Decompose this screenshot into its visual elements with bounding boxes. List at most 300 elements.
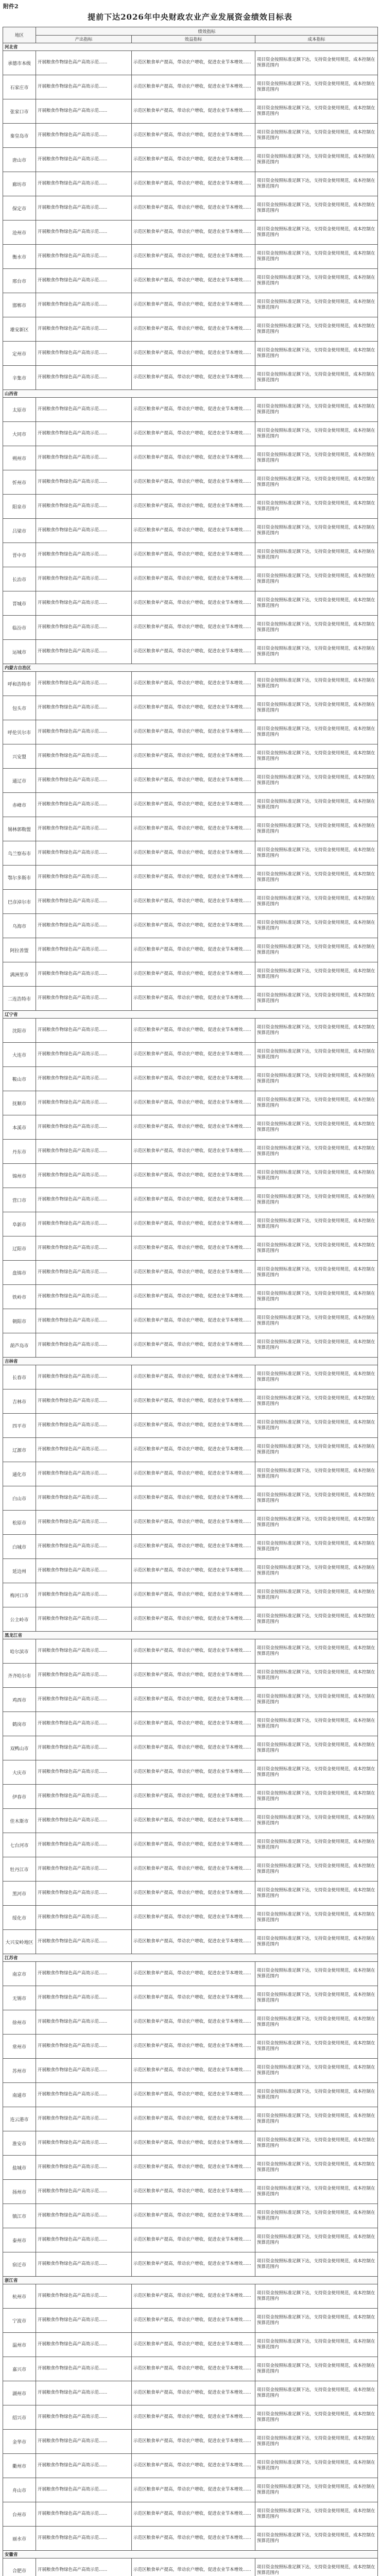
province-name: 浙江省 xyxy=(3,2277,378,2284)
table-row xyxy=(3,221,378,245)
region-name: 松原市 xyxy=(3,1511,36,1535)
region-name: 乌兰察布市 xyxy=(3,841,36,866)
output-indicator: 开展粮食作物绿色高产高效示范...... xyxy=(36,2405,132,2430)
output-indicator: 开展粮食作物绿色高产高效示范...... xyxy=(36,2035,132,2059)
table-row xyxy=(3,2357,378,2381)
table-row xyxy=(3,720,378,744)
effect-indicator: 示范区粮食单产提高，带动农户增收，促进农业节本增效...... xyxy=(132,1559,255,1583)
region-name: 泰州市 xyxy=(3,2228,36,2252)
cost-indicator: 项目资金按照标准足额下达，支持资金使用规范，成本控制在预算范围内 xyxy=(255,1882,378,1906)
cost-indicator: 项目资金按照标准足额下达，支持资金使用规范，成本控制在预算范围内 xyxy=(255,2228,378,2252)
output-indicator: 开展粮食作物绿色高产高效示范...... xyxy=(36,221,132,245)
region-name: 衡水市 xyxy=(3,245,36,269)
cost-indicator: 项目资金按照标准足额下达，支持资金使用规范，成本控制在预算范围内 xyxy=(255,1389,378,1414)
header-region: 地区 xyxy=(3,27,36,43)
table-row xyxy=(3,1583,378,1607)
effect-indicator: 示范区粮食单产提高，带动农户增收，促进农业节本增效...... xyxy=(132,1236,255,1261)
region-name: 佳木斯市 xyxy=(3,1809,36,1833)
cost-indicator: 项目资金按照标准足额下达，支持资金使用规范，成本控制在预算范围内 xyxy=(255,543,378,567)
cost-indicator: 项目资金按照标准足额下达，支持资金使用规范，成本控制在预算范围内 xyxy=(255,2502,378,2527)
cost-indicator: 项目资金按照标准足额下达，支持资金使用规范，成本控制在预算范围内 xyxy=(255,2309,378,2333)
effect-indicator: 示范区粮食单产提高，带动农户增收，促进农业节本增效...... xyxy=(132,1583,255,1607)
region-name: 宿迁市 xyxy=(3,2252,36,2277)
region-name: 徐州市 xyxy=(3,2010,36,2035)
table-row xyxy=(3,1438,378,1462)
table-row xyxy=(3,2252,378,2277)
table-row xyxy=(3,1261,378,1285)
effect-indicator: 示范区粮食单产提高，带动农户增收，促进农业节本增效...... xyxy=(132,1986,255,2010)
region-name: 通化市 xyxy=(3,1462,36,1486)
output-indicator: 开展粮食作物绿色高产高效示范...... xyxy=(36,2059,132,2083)
effect-indicator: 示范区粮食单产提高，带动农户增收，促进农业节本增效...... xyxy=(132,519,255,543)
cost-indicator: 项目资金按照标准足额下达，支持资金使用规范，成本控制在预算范围内 xyxy=(255,221,378,245)
cost-indicator: 项目资金按照标准足额下达，支持资金使用规范，成本控制在预算范围内 xyxy=(255,2284,378,2309)
province-row xyxy=(3,2551,378,2558)
output-indicator: 开展粮食作物绿色高产高效示范...... xyxy=(36,1261,132,1285)
performance-target-table xyxy=(3,27,378,2576)
cost-indicator: 项目资金按照标准足额下达，支持资金使用规范，成本控制在预算范围内 xyxy=(255,616,378,640)
output-indicator: 开展粮食作物绿色高产高效示范...... xyxy=(36,2454,132,2478)
effect-indicator: 示范区粮食单产提高，带动农户增收，促进农业节本增效...... xyxy=(132,696,255,720)
effect-indicator: 示范区粮食单产提高，带动农户增收，促进农业节本增效...... xyxy=(132,866,255,890)
table-row xyxy=(3,2430,378,2454)
region-name: 淮安市 xyxy=(3,2131,36,2156)
cost-indicator: 项目资金按照标准足额下达，支持资金使用规范，成本控制在预算范围内 xyxy=(255,366,378,390)
effect-indicator: 示范区粮食单产提高，带动农户增收，促进农业节本增效...... xyxy=(132,2527,255,2551)
province-name: 吉林省 xyxy=(3,1358,378,1365)
cost-indicator: 项目资金按照标准足额下达，支持资金使用规范，成本控制在预算范围内 xyxy=(255,938,378,962)
effect-indicator: 示范区粮食单产提高，带动农户增收，促进农业节本增效...... xyxy=(132,962,255,987)
cost-indicator: 项目资金按照标准足额下达，支持资金使用规范，成本控制在预算范围内 xyxy=(255,1736,378,1760)
table-row xyxy=(3,866,378,890)
cost-indicator: 项目资金按照标准足额下达，支持资金使用规范，成本控制在预算范围内 xyxy=(255,1712,378,1736)
table-row xyxy=(3,245,378,269)
region-name: 盐城市 xyxy=(3,2156,36,2180)
table-row xyxy=(3,890,378,914)
effect-indicator: 示范区粮食单产提高，带动农户增收，促进农业节本增效...... xyxy=(132,1389,255,1414)
region-name: 唐山市 xyxy=(3,148,36,172)
region-name: 延边州 xyxy=(3,1559,36,1583)
table-row xyxy=(3,2228,378,2252)
region-name: 公主岭市 xyxy=(3,1607,36,1632)
region-name: 常州市 xyxy=(3,2035,36,2059)
effect-indicator: 示范区粮食单产提高，带动农户增收，促进农业节本增效...... xyxy=(132,1688,255,1712)
effect-indicator: 示范区粮食单产提高，带动农户增收，促进农业节本增效...... xyxy=(132,616,255,640)
cost-indicator: 项目资金按照标准足额下达，支持资金使用规范，成本控制在预算范围内 xyxy=(255,1115,378,1140)
region-name: 包头市 xyxy=(3,696,36,720)
region-name: 本溪市 xyxy=(3,1115,36,1140)
region-name: 辛集市 xyxy=(3,366,36,390)
table-row xyxy=(3,172,378,196)
cost-indicator: 项目资金按照标准足额下达，支持资金使用规范，成本控制在预算范围内 xyxy=(255,1962,378,1986)
effect-indicator: 示范区粮食单产提高，带动农户增收，促进农业节本增效...... xyxy=(132,1188,255,1212)
output-indicator: 开展粮食作物绿色高产高效示范...... xyxy=(36,2083,132,2107)
output-indicator: 开展粮食作物绿色高产高效示范...... xyxy=(36,1389,132,1414)
effect-indicator: 示范区粮食单产提高，带动农户增收，促进农业节本增效...... xyxy=(132,890,255,914)
cost-indicator: 项目资金按照标准足额下达，支持资金使用规范，成本控制在预算范围内 xyxy=(255,2204,378,2228)
output-indicator: 开展粮食作物绿色高产高效示范...... xyxy=(36,1688,132,1712)
region-name: 鞍山市 xyxy=(3,1067,36,1091)
output-indicator: 开展粮食作物绿色高产高效示范...... xyxy=(36,519,132,543)
cost-indicator: 项目资金按照标准足额下达，支持资金使用规范，成本控制在预算范围内 xyxy=(255,890,378,914)
region-name: 白城市 xyxy=(3,1535,36,1559)
table-row xyxy=(3,2454,378,2478)
cost-indicator: 项目资金按照标准足额下达，支持资金使用规范，成本控制在预算范围内 xyxy=(255,124,378,148)
region-name: 吉林市 xyxy=(3,1389,36,1414)
table-row xyxy=(3,2083,378,2107)
table-row xyxy=(3,1019,378,1043)
table-row xyxy=(3,446,378,470)
region-name: 绥化市 xyxy=(3,1906,36,1930)
effect-indicator: 示范区粮食单产提高，带动农户增收，促进农业节本增效...... xyxy=(132,1511,255,1535)
region-name: 辽阳市 xyxy=(3,1236,36,1261)
output-indicator: 开展粮食作物绿色高产高效示范...... xyxy=(36,567,132,591)
cost-indicator: 项目资金按照标准足额下达，支持资金使用规范，成本控制在预算范围内 xyxy=(255,1067,378,1091)
output-indicator: 开展粮食作物绿色高产高效示范...... xyxy=(36,398,132,422)
region-name: 牡丹江市 xyxy=(3,1857,36,1882)
table-row xyxy=(3,269,378,293)
table-row xyxy=(3,75,378,99)
output-indicator: 开展粮食作物绿色高产高效示范...... xyxy=(36,2502,132,2527)
cost-indicator: 项目资金按照标准足额下达，支持资金使用规范，成本控制在预算范围内 xyxy=(255,2527,378,2551)
region-name: 二连浩特市 xyxy=(3,987,36,1011)
cost-indicator: 项目资金按照标准足额下达，支持资金使用规范，成本控制在预算范围内 xyxy=(255,866,378,890)
output-indicator: 开展粮食作物绿色高产高效示范...... xyxy=(36,1236,132,1261)
output-indicator: 开展粮食作物绿色高产高效示范...... xyxy=(36,1043,132,1067)
region-name: 沈阳市 xyxy=(3,1019,36,1043)
effect-indicator: 示范区粮食单产提高，带动农户增收，促进农业节本增效...... xyxy=(132,75,255,99)
cost-indicator: 项目资金按照标准足额下达，支持资金使用规范，成本控制在预算范围内 xyxy=(255,99,378,124)
effect-indicator: 示范区粮食单产提高，带动农户增收，促进农业节本增效...... xyxy=(132,793,255,817)
effect-indicator: 示范区粮食单产提高，带动农户增收，促进农业节本增效...... xyxy=(132,470,255,495)
effect-indicator: 示范区粮食单产提高，带动农户增收，促进农业节本增效...... xyxy=(132,124,255,148)
table-row xyxy=(3,1462,378,1486)
output-indicator: 开展粮食作物绿色高产高效示范...... xyxy=(36,890,132,914)
cost-indicator: 项目资金按照标准足额下达，支持资金使用规范，成本控制在预算范围内 xyxy=(255,1809,378,1833)
output-indicator: 开展粮食作物绿色高产高效示范...... xyxy=(36,793,132,817)
province-row xyxy=(3,43,378,51)
table-row xyxy=(3,2156,378,2180)
effect-indicator: 示范区粮食单产提高，带动农户增收，促进农业节本增效...... xyxy=(132,1333,255,1358)
table-row xyxy=(3,1930,378,1954)
cost-indicator: 项目资金按照标准足额下达，支持资金使用规范，成本控制在预算范围内 xyxy=(255,1043,378,1067)
region-name: 哈尔滨市 xyxy=(3,1639,36,1664)
table-row xyxy=(3,616,378,640)
region-name: 定州市 xyxy=(3,342,36,366)
effect-indicator: 示范区粮食单产提高，带动农户增收，促进农业节本增效...... xyxy=(132,398,255,422)
cost-indicator: 项目资金按照标准足额下达，支持资金使用规范，成本控制在预算范围内 xyxy=(255,2180,378,2204)
region-name: 晋城市 xyxy=(3,591,36,616)
effect-indicator: 示范区粮食单产提高，带动农户增收，促进农业节本增效...... xyxy=(132,1809,255,1833)
region-name: 双鸭山市 xyxy=(3,1736,36,1760)
effect-indicator: 示范区粮食单产提高，带动农户增收，促进农业节本增效...... xyxy=(132,672,255,696)
region-name: 梅河口市 xyxy=(3,1583,36,1607)
table-row xyxy=(3,938,378,962)
effect-indicator: 示范区粮食单产提高，带动农户增收，促进农业节本增效...... xyxy=(132,422,255,446)
header-output: 产出指标 xyxy=(36,36,132,43)
region-name: 满洲里市 xyxy=(3,962,36,987)
cost-indicator: 项目资金按照标准足额下达，支持资金使用规范，成本控制在预算范围内 xyxy=(255,793,378,817)
table-row xyxy=(3,1309,378,1333)
table-row xyxy=(3,987,378,1011)
region-name: 雄安新区 xyxy=(3,317,36,342)
effect-indicator: 示范区粮食单产提高，带动农户增收，促进农业节本增效...... xyxy=(132,2558,255,2576)
cost-indicator: 项目资金按照标准足额下达，支持资金使用规范，成本控制在预算范围内 xyxy=(255,1333,378,1358)
effect-indicator: 示范区粮食单产提高，带动农户增收，促进农业节本增效...... xyxy=(132,1736,255,1760)
cost-indicator: 项目资金按照标准足额下达，支持资金使用规范，成本控制在预算范围内 xyxy=(255,269,378,293)
table-row xyxy=(3,1559,378,1583)
region-name: 鹤岗市 xyxy=(3,1712,36,1736)
output-indicator: 开展粮食作物绿色高产高效示范...... xyxy=(36,2527,132,2551)
cost-indicator: 项目资金按照标准足额下达，支持资金使用规范，成本控制在预算范围内 xyxy=(255,2454,378,2478)
cost-indicator: 项目资金按照标准足额下达，支持资金使用规范，成本控制在预算范围内 xyxy=(255,744,378,769)
header-indicator-group: 绩效指标 xyxy=(36,27,378,36)
output-indicator: 开展粮食作物绿色高产高效示范...... xyxy=(36,720,132,744)
cost-indicator: 项目资金按照标准足额下达，支持资金使用规范，成本控制在预算范围内 xyxy=(255,1511,378,1535)
effect-indicator: 示范区粮食单产提高，带动农户增收，促进农业节本增效...... xyxy=(132,1140,255,1164)
region-name: 保定市 xyxy=(3,196,36,221)
table-row xyxy=(3,2527,378,2551)
effect-indicator: 示范区粮食单产提高，带动农户增收，促进农业节本增效...... xyxy=(132,2180,255,2204)
output-indicator: 开展粮食作物绿色高产高效示范...... xyxy=(36,1785,132,1809)
output-indicator: 开展粮食作物绿色高产高效示范...... xyxy=(36,1414,132,1438)
output-indicator: 开展粮食作物绿色高产高效示范...... xyxy=(36,1639,132,1664)
region-name: 锡林郭勒盟 xyxy=(3,817,36,841)
region-name: 廊坊市 xyxy=(3,172,36,196)
table-row xyxy=(3,1736,378,1760)
table-row xyxy=(3,1043,378,1067)
effect-indicator: 示范区粮食单产提高，带动农户增收，促进农业节本增效...... xyxy=(132,2252,255,2277)
output-indicator: 开展粮食作物绿色高产高效示范...... xyxy=(36,2381,132,2405)
region-name: 扬州市 xyxy=(3,2180,36,2204)
table-row xyxy=(3,398,378,422)
output-indicator: 开展粮食作物绿色高产高效示范...... xyxy=(36,1462,132,1486)
cost-indicator: 项目资金按照标准足额下达，支持资金使用规范，成本控制在预算范围内 xyxy=(255,1607,378,1632)
cost-indicator: 项目资金按照标准足额下达，支持资金使用规范，成本控制在预算范围内 xyxy=(255,987,378,1011)
output-indicator: 开展粮食作物绿色高产高效示范...... xyxy=(36,1365,132,1389)
table-row xyxy=(3,640,378,664)
region-name: 无锡市 xyxy=(3,1986,36,2010)
region-name: 合肥市 xyxy=(3,2558,36,2576)
table-row xyxy=(3,1188,378,1212)
cost-indicator: 项目资金按照标准足额下达，支持资金使用规范，成本控制在预算范围内 xyxy=(255,841,378,866)
cost-indicator: 项目资金按照标准足额下达，支持资金使用规范，成本控制在预算范围内 xyxy=(255,196,378,221)
cost-indicator: 项目资金按照标准足额下达，支持资金使用规范，成本控制在预算范围内 xyxy=(255,1986,378,2010)
output-indicator: 开展粮食作物绿色高产高效示范...... xyxy=(36,1140,132,1164)
province-row xyxy=(3,1011,378,1019)
cost-indicator: 项目资金按照标准足额下达，支持资金使用规范，成本控制在预算范围内 xyxy=(255,1857,378,1882)
province-name: 山西省 xyxy=(3,390,378,398)
effect-indicator: 示范区粮食单产提高，带动农户增收，促进农业节本增效...... xyxy=(132,2454,255,2478)
table-row xyxy=(3,793,378,817)
cost-indicator: 项目资金按照标准足额下达，支持资金使用规范，成本控制在预算范围内 xyxy=(255,1365,378,1389)
province-name: 黑龙江省 xyxy=(3,1632,378,1639)
effect-indicator: 示范区粮食单产提高，带动农户增收，促进农业节本增效...... xyxy=(132,2204,255,2228)
cost-indicator: 项目资金按照标准足额下达，支持资金使用规范，成本控制在预算范围内 xyxy=(255,1664,378,1688)
table-row xyxy=(3,2558,378,2576)
table-row xyxy=(3,1760,378,1785)
effect-indicator: 示范区粮食单产提高，带动农户增收，促进农业节本增效...... xyxy=(132,446,255,470)
region-name: 衢州市 xyxy=(3,2454,36,2478)
table-row xyxy=(3,1882,378,1906)
table-row xyxy=(3,543,378,567)
region-name: 太原市 xyxy=(3,398,36,422)
province-name: 辽宁省 xyxy=(3,1011,378,1019)
table-row xyxy=(3,1486,378,1511)
effect-indicator: 示范区粮食单产提高，带动农户增收，促进农业节本增效...... xyxy=(132,2228,255,2252)
region-name: 大同市 xyxy=(3,422,36,446)
output-indicator: 开展粮食作物绿色高产高效示范...... xyxy=(36,1736,132,1760)
effect-indicator: 示范区粮食单产提高，带动农户增收，促进农业节本增效...... xyxy=(132,914,255,938)
table-row xyxy=(3,1962,378,1986)
output-indicator: 开展粮食作物绿色高产高效示范...... xyxy=(36,1962,132,1986)
output-indicator: 开展粮食作物绿色高产高效示范...... xyxy=(36,2478,132,2502)
table-row xyxy=(3,1511,378,1535)
effect-indicator: 示范区粮食单产提高，带动农户增收，促进农业节本增效...... xyxy=(132,2309,255,2333)
output-indicator: 开展粮食作物绿色高产高效示范...... xyxy=(36,293,132,317)
region-name: 长治市 xyxy=(3,567,36,591)
cost-indicator: 项目资金按照标准足额下达，支持资金使用规范，成本控制在预算范围内 xyxy=(255,2357,378,2381)
effect-indicator: 示范区粮食单产提高，带动农户增收，促进农业节本增效...... xyxy=(132,221,255,245)
output-indicator: 开展粮食作物绿色高产高效示范...... xyxy=(36,148,132,172)
table-row xyxy=(3,422,378,446)
output-indicator: 开展粮食作物绿色高产高效示范...... xyxy=(36,342,132,366)
output-indicator: 开展粮食作物绿色高产高效示范...... xyxy=(36,1067,132,1091)
table-row xyxy=(3,1115,378,1140)
output-indicator: 开展粮食作物绿色高产高效示范...... xyxy=(36,422,132,446)
cost-indicator: 项目资金按照标准足额下达，支持资金使用规范，成本控制在预算范围内 xyxy=(255,398,378,422)
cost-indicator: 项目资金按照标准足额下达，支持资金使用规范，成本控制在预算范围内 xyxy=(255,1140,378,1164)
output-indicator: 开展粮食作物绿色高产高效示范...... xyxy=(36,2107,132,2131)
effect-indicator: 示范区粮食单产提高，带动农户增收，促进农业节本增效...... xyxy=(132,543,255,567)
table-row xyxy=(3,1164,378,1188)
region-name: 齐齐哈尔市 xyxy=(3,1664,36,1688)
cost-indicator: 项目资金按照标准足额下达，支持资金使用规范，成本控制在预算范围内 xyxy=(255,1639,378,1664)
region-name: 温州市 xyxy=(3,2333,36,2357)
cost-indicator: 项目资金按照标准足额下达，支持资金使用规范，成本控制在预算范围内 xyxy=(255,1760,378,1785)
effect-indicator: 示范区粮食单产提高，带动农户增收，促进农业节本增效...... xyxy=(132,342,255,366)
cost-indicator: 项目资金按照标准足额下达，支持资金使用规范，成本控制在预算范围内 xyxy=(255,962,378,987)
province-row xyxy=(3,1954,378,1962)
region-name: 鄂尔多斯市 xyxy=(3,866,36,890)
output-indicator: 开展粮食作物绿色高产高效示范...... xyxy=(36,1309,132,1333)
output-indicator: 开展粮食作物绿色高产高效示范...... xyxy=(36,470,132,495)
table-row xyxy=(3,2309,378,2333)
region-name: 承德市本级 xyxy=(3,51,36,75)
table-row xyxy=(3,1664,378,1688)
cost-indicator: 项目资金按照标准足额下达，支持资金使用规范，成本控制在预算范围内 xyxy=(255,2558,378,2576)
effect-indicator: 示范区粮食单产提高，带动农户增收，促进农业节本增效...... xyxy=(132,2381,255,2405)
region-name: 鸡西市 xyxy=(3,1688,36,1712)
effect-indicator: 示范区粮食单产提高，带动农户增收，促进农业节本增效...... xyxy=(132,1535,255,1559)
effect-indicator: 示范区粮食单产提高，带动农户增收，促进农业节本增效...... xyxy=(132,196,255,221)
effect-indicator: 示范区粮食单产提高，带动农户增收，促进农业节本增效...... xyxy=(132,1857,255,1882)
effect-indicator: 示范区粮食单产提高，带动农户增收，促进农业节本增效...... xyxy=(132,817,255,841)
region-name: 丹东市 xyxy=(3,1140,36,1164)
effect-indicator: 示范区粮食单产提高，带动农户增收，促进农业节本增效...... xyxy=(132,2083,255,2107)
table-row xyxy=(3,1833,378,1857)
table-row xyxy=(3,914,378,938)
table-row xyxy=(3,672,378,696)
effect-indicator: 示范区粮食单产提高，带动农户增收，促进农业节本增效...... xyxy=(132,495,255,519)
region-name: 连云港市 xyxy=(3,2107,36,2131)
effect-indicator: 示范区粮食单产提高，带动农户增收，促进农业节本增效...... xyxy=(132,744,255,769)
output-indicator: 开展粮食作物绿色高产高效示范...... xyxy=(36,196,132,221)
table-row xyxy=(3,1140,378,1164)
region-name: 晋中市 xyxy=(3,543,36,567)
region-name: 丽水市 xyxy=(3,2527,36,2551)
table-row xyxy=(3,744,378,769)
table-row xyxy=(3,2107,378,2131)
region-name: 辽源市 xyxy=(3,1438,36,1462)
effect-indicator: 示范区粮食单产提高，带动农户增收，促进农业节本增效...... xyxy=(132,1639,255,1664)
cost-indicator: 项目资金按照标准足额下达，支持资金使用规范，成本控制在预算范围内 xyxy=(255,1164,378,1188)
effect-indicator: 示范区粮食单产提高，带动农户增收，促进农业节本增效...... xyxy=(132,2430,255,2454)
cost-indicator: 项目资金按照标准足额下达，支持资金使用规范，成本控制在预算范围内 xyxy=(255,720,378,744)
effect-indicator: 示范区粮食单产提高，带动农户增收，促进农业节本增效...... xyxy=(132,172,255,196)
effect-indicator: 示范区粮食单产提高，带动农户增收，促进农业节本增效...... xyxy=(132,1664,255,1688)
cost-indicator: 项目资金按照标准足额下达，支持资金使用规范，成本控制在预算范围内 xyxy=(255,2333,378,2357)
effect-indicator: 示范区粮食单产提高，带动农户增收，促进农业节本增效...... xyxy=(132,2035,255,2059)
cost-indicator: 项目资金按照标准足额下达，支持资金使用规范，成本控制在预算范围内 xyxy=(255,245,378,269)
effect-indicator: 示范区粮食单产提高，带动农户增收，促进农业节本增效...... xyxy=(132,720,255,744)
table-row xyxy=(3,2131,378,2156)
output-indicator: 开展粮食作物绿色高产高效示范...... xyxy=(36,744,132,769)
effect-indicator: 示范区粮食单产提高，带动农户增收，促进农业节本增效...... xyxy=(132,1906,255,1930)
effect-indicator: 示范区粮食单产提高，带动农户增收，促进农业节本增效...... xyxy=(132,1309,255,1333)
output-indicator: 开展粮食作物绿色高产高效示范...... xyxy=(36,938,132,962)
cost-indicator: 项目资金按照标准足额下达，支持资金使用规范，成本控制在预算范围内 xyxy=(255,914,378,938)
effect-indicator: 示范区粮食单产提高，带动农户增收，促进农业节本增效...... xyxy=(132,1712,255,1736)
effect-indicator: 示范区粮食单产提高，带动农户增收，促进农业节本增效...... xyxy=(132,1164,255,1188)
province-row xyxy=(3,664,378,672)
cost-indicator: 项目资金按照标准足额下达，支持资金使用规范，成本控制在预算范围内 xyxy=(255,2010,378,2035)
effect-indicator: 示范区粮食单产提高，带动农户增收，促进农业节本增效...... xyxy=(132,317,255,342)
cost-indicator: 项目资金按照标准足额下达，支持资金使用规范，成本控制在预算范围内 xyxy=(255,2381,378,2405)
cost-indicator: 项目资金按照标准足额下达，支持资金使用规范，成本控制在预算范围内 xyxy=(255,519,378,543)
cost-indicator: 项目资金按照标准足额下达，支持资金使用规范，成本控制在预算范围内 xyxy=(255,2035,378,2059)
cost-indicator: 项目资金按照标准足额下达，支持资金使用规范，成本控制在预算范围内 xyxy=(255,1188,378,1212)
effect-indicator: 示范区粮食单产提高，带动农户增收，促进农业节本增效...... xyxy=(132,245,255,269)
region-name: 大庆市 xyxy=(3,1760,36,1785)
table-row xyxy=(3,1333,378,1358)
output-indicator: 开展粮食作物绿色高产高效示范...... xyxy=(36,696,132,720)
output-indicator: 开展粮食作物绿色高产高效示范...... xyxy=(36,2010,132,2035)
region-name: 苏州市 xyxy=(3,2059,36,2083)
output-indicator: 开展粮食作物绿色高产高效示范...... xyxy=(36,366,132,390)
region-name: 南京市 xyxy=(3,1962,36,1986)
effect-indicator: 示范区粮食单产提高，带动农户增收，促进农业节本增效...... xyxy=(132,2107,255,2131)
table-row xyxy=(3,293,378,317)
cost-indicator: 项目资金按照标准足额下达，支持资金使用规范，成本控制在预算范围内 xyxy=(255,672,378,696)
region-name: 邯郸市 xyxy=(3,293,36,317)
region-name: 镇江市 xyxy=(3,2204,36,2228)
table-row xyxy=(3,1236,378,1261)
table-row xyxy=(3,1365,378,1389)
effect-indicator: 示范区粮食单产提高，带动农户增收，促进农业节本增效...... xyxy=(132,2478,255,2502)
table-row xyxy=(3,2333,378,2357)
region-name: 呼伦贝尔市 xyxy=(3,720,36,744)
effect-indicator: 示范区粮食单产提高，带动农户增收，促进农业节本增效...... xyxy=(132,2502,255,2527)
table-row xyxy=(3,2478,378,2502)
output-indicator: 开展粮食作物绿色高产高效示范...... xyxy=(36,1438,132,1462)
effect-indicator: 示范区粮食单产提高，带动农户增收，促进农业节本增效...... xyxy=(132,640,255,664)
effect-indicator: 示范区粮食单产提高，带动农户增收，促进农业节本增效...... xyxy=(132,1115,255,1140)
province-name: 江苏省 xyxy=(3,1954,378,1962)
region-name: 葫芦岛市 xyxy=(3,1333,36,1358)
output-indicator: 开展粮食作物绿色高产高效示范...... xyxy=(36,1019,132,1043)
output-indicator: 开展粮食作物绿色高产高效示范...... xyxy=(36,640,132,664)
